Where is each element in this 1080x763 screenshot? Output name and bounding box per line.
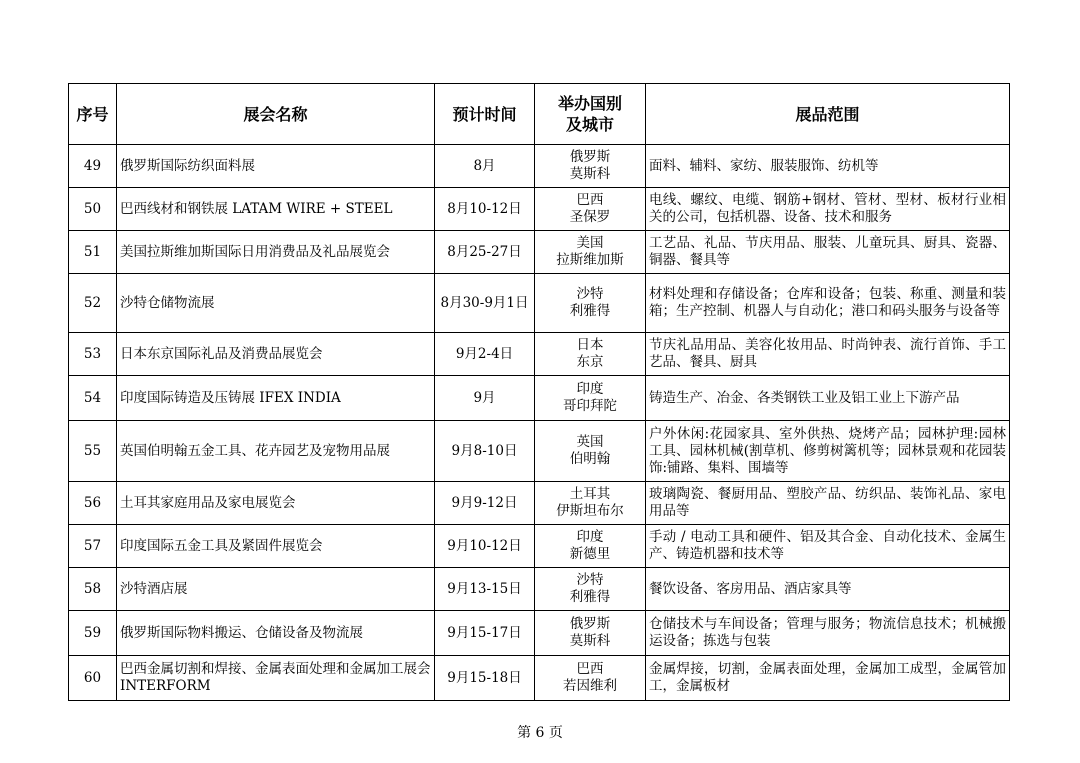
row-time: 9月15-18日: [435, 656, 535, 701]
row-time: 9月: [435, 376, 535, 421]
row-time: 8月: [435, 145, 535, 188]
row-number: 49: [69, 145, 117, 188]
header-place: 举办国别 及城市: [535, 84, 646, 145]
row-place: 沙特 利雅得: [535, 568, 646, 611]
row-exhibition-name: 俄罗斯国际纺织面料展: [117, 145, 435, 188]
table-row: [69, 145, 1010, 188]
row-number: 50: [69, 188, 117, 231]
row-number: 56: [69, 482, 117, 525]
row-place: 沙特 利雅得: [535, 274, 646, 333]
table-row: [69, 421, 1010, 482]
row-place: 美国 拉斯维加斯: [535, 231, 646, 274]
row-place: 巴西 圣保罗: [535, 188, 646, 231]
row-scope: 餐饮设备、客房用品、酒店家具等: [646, 568, 1010, 611]
row-place: 印度 哥印拜陀: [535, 376, 646, 421]
header-scope: 展品范围: [646, 84, 1010, 145]
row-time: 9月2-4日: [435, 333, 535, 376]
row-time: 8月25-27日: [435, 231, 535, 274]
row-number: 51: [69, 231, 117, 274]
page-number: 第 6 页: [517, 725, 563, 741]
row-scope: 手动 / 电动工具和硬件、铝及其合金、自动化技术、金属生产、铸造机器和技术等: [646, 525, 1010, 568]
row-scope: 电线、螺纹、电缆、钢筋+钢材、管材、型材、板材行业相关的公司，包括机器、设备、技术和服务: [646, 188, 1010, 231]
row-time: 8月30-9月1日: [435, 274, 535, 333]
row-number: 55: [69, 421, 117, 482]
row-place: 印度 新德里: [535, 525, 646, 568]
row-exhibition-name: 俄罗斯国际物料搬运、仓储设备及物流展: [117, 611, 435, 656]
row-number: 58: [69, 568, 117, 611]
row-exhibition-name: 日本东京国际礼品及消费品展览会: [117, 333, 435, 376]
row-number: 52: [69, 274, 117, 333]
row-place: 巴西 若因维利: [535, 656, 646, 701]
header-name: 展会名称: [117, 84, 435, 145]
row-scope: 玻璃陶瓷、餐厨用品、塑胶产品、纺织品、装饰礼品、家电用品等: [646, 482, 1010, 525]
table-row: [69, 482, 1010, 525]
row-time: 9月15-17日: [435, 611, 535, 656]
table-row: [69, 568, 1010, 611]
row-place: 英国 伯明翰: [535, 421, 646, 482]
table-row: [69, 333, 1010, 376]
header-num: 序号: [69, 84, 117, 145]
table-row: [69, 231, 1010, 274]
row-time: 9月10-12日: [435, 525, 535, 568]
table-row: [69, 274, 1010, 333]
header-time: 预计时间: [435, 84, 535, 145]
row-scope: 仓储技术与车间设备；管理与服务；物流信息技术；机械搬运设备；拣选与包装: [646, 611, 1010, 656]
row-time: 9月8-10日: [435, 421, 535, 482]
row-exhibition-name: 巴西线材和钢铁展 LATAM WIRE + STEEL: [117, 188, 435, 231]
row-number: 54: [69, 376, 117, 421]
row-scope: 金属焊接，切割，金属表面处理，金属加工成型，金属管加工，金属板材: [646, 656, 1010, 701]
row-time: 9月13-15日: [435, 568, 535, 611]
table-row: [69, 188, 1010, 231]
exhibition-table: [68, 83, 1010, 701]
row-exhibition-name: 土耳其家庭用品及家电展览会: [117, 482, 435, 525]
row-scope: 节庆礼品用品、美容化妆用品、时尚钟表、流行首饰、手工艺品、餐具、厨具: [646, 333, 1010, 376]
row-exhibition-name: 英国伯明翰五金工具、花卉园艺及宠物用品展: [117, 421, 435, 482]
row-exhibition-name: 巴西金属切割和焊接、金属表面处理和金属加工展会 INTERFORM: [117, 656, 435, 701]
row-scope: 户外休闲:花园家具、室外供热、烧烤产品；园林护理:园林工具、园林机械(割草机、修剪树篱机等；园林景观和花园装饰:铺路、集料、围墙等: [646, 421, 1010, 482]
row-number: 59: [69, 611, 117, 656]
row-exhibition-name: 美国拉斯维加斯国际日用消费品及礼品展览会: [117, 231, 435, 274]
row-exhibition-name: 沙特仓储物流展: [117, 274, 435, 333]
row-number: 57: [69, 525, 117, 568]
row-number: 60: [69, 656, 117, 701]
row-scope: 铸造生产、冶金、各类钢铁工业及铝工业上下游产品: [646, 376, 1010, 421]
row-place: 土耳其 伊斯坦布尔: [535, 482, 646, 525]
row-time: 9月9-12日: [435, 482, 535, 525]
row-place: 日本 东京: [535, 333, 646, 376]
table-row: [69, 376, 1010, 421]
row-exhibition-name: 印度国际铸造及压铸展 IFEX INDIA: [117, 376, 435, 421]
row-place: 俄罗斯 莫斯科: [535, 145, 646, 188]
row-scope: 工艺品、礼品、节庆用品、服装、儿童玩具、厨具、瓷器、铜器、餐具等: [646, 231, 1010, 274]
row-place: 俄罗斯 莫斯科: [535, 611, 646, 656]
header-row: [69, 84, 1010, 145]
row-number: 53: [69, 333, 117, 376]
row-time: 8月10-12日: [435, 188, 535, 231]
table-row: [69, 525, 1010, 568]
row-exhibition-name: 沙特酒店展: [117, 568, 435, 611]
table-row: [69, 611, 1010, 656]
table-row: [69, 656, 1010, 701]
row-exhibition-name: 印度国际五金工具及紧固件展览会: [117, 525, 435, 568]
row-scope: 面料、辅料、家纺、服装服饰、纺机等: [646, 145, 1010, 188]
row-scope: 材料处理和存储设备；仓库和设备；包装、称重、测量和装箱；生产控制、机器人与自动化；港口和码头服务与设备等: [646, 274, 1010, 333]
